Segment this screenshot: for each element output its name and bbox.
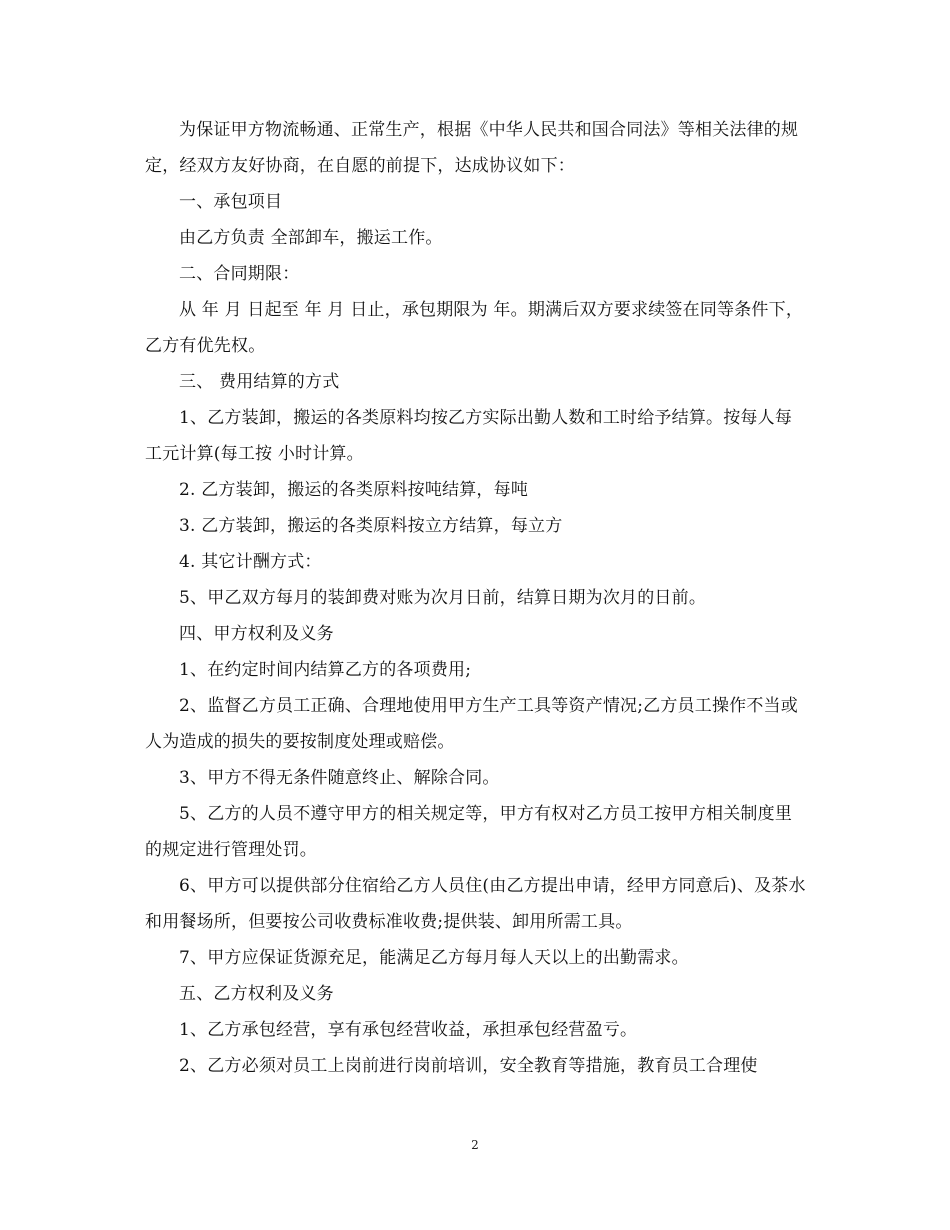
paragraph: 6、甲方可以提供部分住宿给乙方人员住(由乙方提出申请，经甲方同意后)、及茶水和用餐场所，但要按公司收费标准收费;提供装、卸用所需工具。 [145, 876, 806, 932]
paragraph: 从 年 月 日起至 年 月 日止，承包期限为 年。期满后双方要求续签在同等条件下，乙方有优先权。 [145, 300, 804, 356]
paragraph: 1、在约定时间内结算乙方的各项费用; [179, 660, 472, 680]
paragraph: 5、甲乙双方每月的装卸费对账为次月日前，结算日期为次月的日前。 [179, 588, 707, 608]
paragraph: 3. 乙方装卸，搬运的各类原料按立方结算，每立方 [179, 516, 563, 536]
section-heading-4: 四、甲方权利及义务 [179, 624, 334, 644]
paragraph: 2、监督乙方员工正确、合理地使用甲方生产工具等资产情况;乙方员工操作不当或人为造成的损失的要按制度处理或赔偿。 [145, 696, 798, 752]
paragraph: 7、甲方应保证货源充足，能满足乙方每月每人天以上的出勤需求。 [179, 948, 689, 968]
section-heading-1: 一、承包项目 [179, 192, 283, 212]
paragraph: 1、乙方装卸，搬运的各类原料均按乙方实际出勤人数和工时给予结算。按每人每工元计算(每工按 小时计算。 [145, 408, 793, 464]
page-number: 2 [471, 1138, 479, 1152]
paragraph: 4. 其它计酬方式： [179, 552, 322, 572]
paragraph: 1、乙方承包经营，享有承包经营收益，承担承包经营盈亏。 [179, 1020, 638, 1040]
section-heading-5: 五、乙方权利及义务 [179, 984, 334, 1004]
section-heading-3: 三、 费用结算的方式 [179, 372, 340, 392]
paragraph: 5、乙方的人员不遵守甲方的相关规定等，甲方有权对乙方员工按甲方相关制度里的规定进行管理处罚。 [145, 804, 793, 860]
paragraph-intro: 为保证甲方物流畅通、正常生产，根据《中华人民共和国合同法》等相关法律的规定，经双方友好协商，在自愿的前提下，达成协议如下： [145, 120, 799, 176]
paragraph: 由乙方负责 全部卸车，搬运工作。 [179, 228, 443, 248]
paragraph: 2、乙方必须对员工上岗前进行岗前培训，安全教育等措施，教育员工合理使 [179, 1056, 758, 1076]
document-body [145, 112, 807, 1084]
paragraph: 3、甲方不得无条件随意终止、解除合同。 [179, 768, 500, 788]
paragraph: 2. 乙方装卸，搬运的各类原料按吨结算，每吨 [179, 480, 529, 500]
section-heading-2: 二、合同期限： [179, 264, 300, 284]
